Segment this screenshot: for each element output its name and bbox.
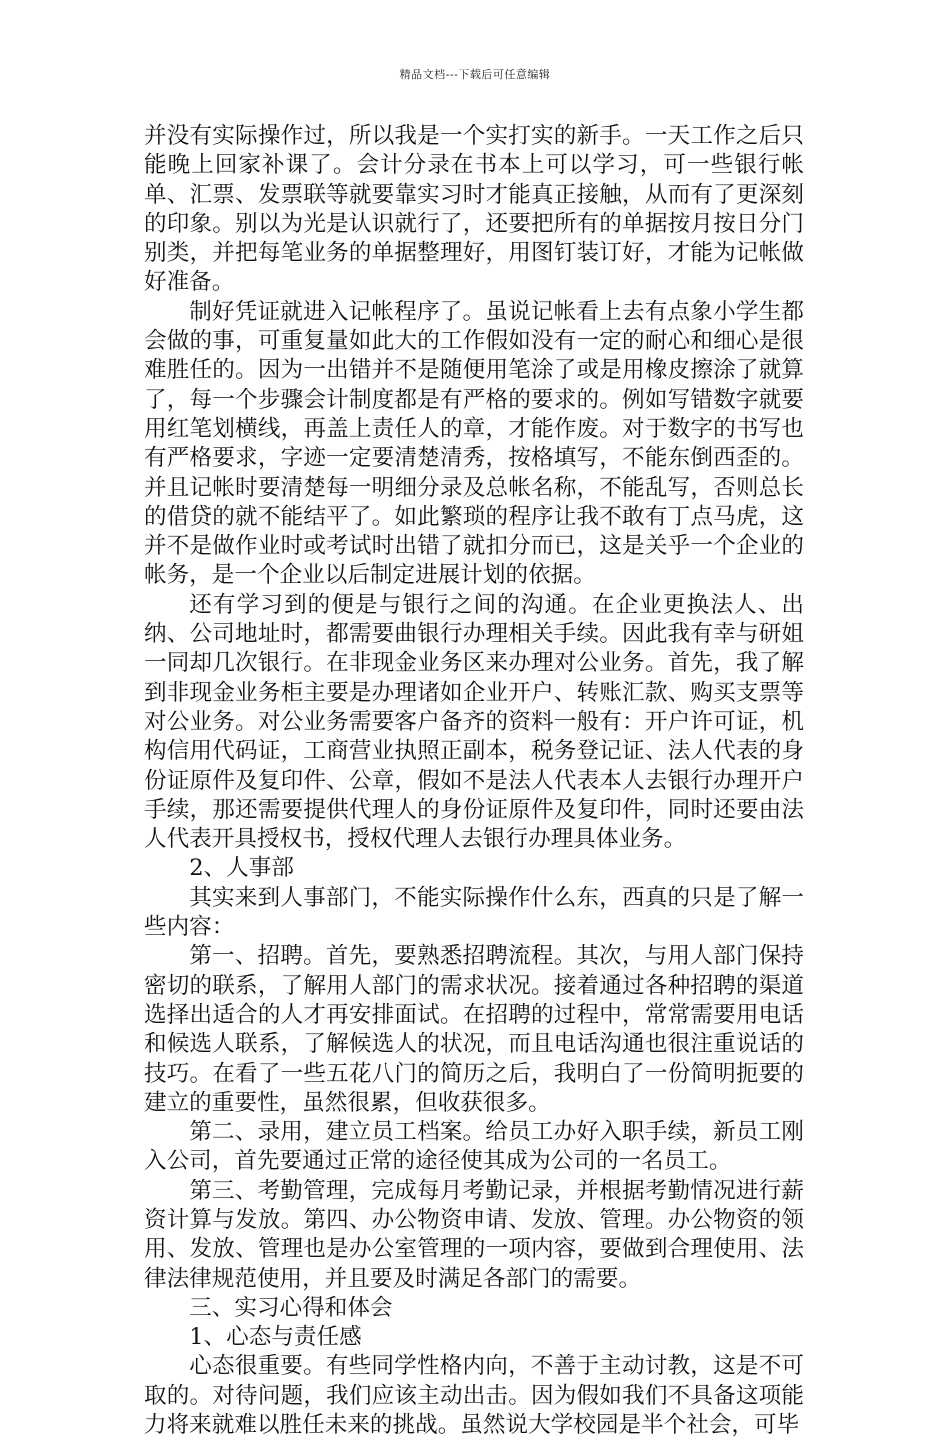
subsection-heading-attitude: 1、心态与责任感	[189, 1324, 362, 1351]
paragraph-3: 还有学习到的便是与银行之间的沟通。在企业更换法人、出纳、公司地址时，都需要曲银行办理相关手续。因此我有幸与研姐一同却几次银行。在非现金业务区来办理对公业务。首先，我了解到非现金业务柜主要是办理诸如企业开户、转账汇款、购买支票等对公业务。对公业务需要客户备齐的资料一般有：开户许可证，机构信用代码证，工商营业执照正副本，税务登记证、法人代表的身份证原件及复印件、公章，假如不是法人代表本人去银行办理开户手续，那还需要提供代理人的身份证原件及复印件，同时还要由法人代表开具授权书，授权代理人去银行办理具体业务。	[144, 591, 804, 853]
section-heading-hr: 2、人事部	[189, 855, 294, 882]
paragraph-11: 心态很重要。有些同学性格内向，不善于主动讨教，这是不可取的。对待问题，我们应该主动出击。因为假如我们不具备这项能力将来就难以胜任未来的挑战。虽然说大学校园是半个社会，可毕	[144, 1353, 804, 1439]
paragraph-5: 其实来到人事部门，不能实际操作什么东，西真的只是了解一些内容：	[144, 884, 804, 941]
document-body	[144, 122, 804, 1440]
paragraph-6: 第一、招聘。首先，要熟悉招聘流程。其次，与用人部门保持密切的联系，了解用人部门的需求状况。接着通过各种招聘的渠道选择出适合的人才再安排面试。在招聘的过程中，常常需要用电话和候选人联系，了解候选人的状况，而且电话沟通也很注重说话的技巧。在看了一些五花八门的简历之后，我明白了一份简明扼要的建立的重要性，虽然很累，但收获很多。	[144, 943, 804, 1116]
paragraph-2: 制好凭证就进入记帐程序了。虽说记帐看上去有点象小学生都会做的事，可重复量如此大的工作假如没有一定的耐心和细心是很难胜任的。因为一出错并不是随便用笔涂了或是用橡皮擦涂了就算了，每一个步骤会计制度都是有严格的要求的。例如写错数字就要用红笔划横线，再盖上责任人的章，才能作废。对于数字的书写也有严格要求，字迹一定要清楚清秀，按格填写，不能东倒西歪的。并且记帐时要清楚每一明细分录及总帐名称，不能乱写，否则总长的借贷的就不能结平了。如此繁琐的程序让我不敢有丁点马虎，这并不是做作业时或考试时出错了就扣分而已，这是关乎一个企业的帐务，是一个企业以后制定进展计划的依据。	[144, 298, 804, 589]
section-heading-insights: 三、实习心得和体会	[189, 1294, 393, 1321]
paragraph-7: 第二、录用，建立员工档案。给员工办好入职手续，新员工刚入公司，首先要通过正常的途径使其成为公司的一名员工。	[144, 1119, 804, 1175]
paragraph-1: 并没有实际操作过，所以我是一个实打实的新手。一天工作之后只能晚上回家补课了。会计分录在书本上可以学习，可一些银行帐单、汇票、发票联等就要靠实习时才能真正接触，从而有了更深刻的印象。别以为光是认识就行了，还要把所有的单据按月按日分门别类，并把每笔业务的单据整理好，用图钉装订好，才能为记帐做好准备。	[144, 123, 804, 296]
paragraph-8: 第三、考勤管理，完成每月考勤记录，并根据考勤情况进行薪资计算与发放。第四、办公物资申请、发放、管理。办公物资的领用、发放、管理也是办公室管理的一项内容，要做到合理使用、法律法律规范使用，并且要及时满足各部门的需要。	[144, 1177, 804, 1292]
page-header: 精品文档---下载后可任意编辑	[399, 68, 551, 81]
